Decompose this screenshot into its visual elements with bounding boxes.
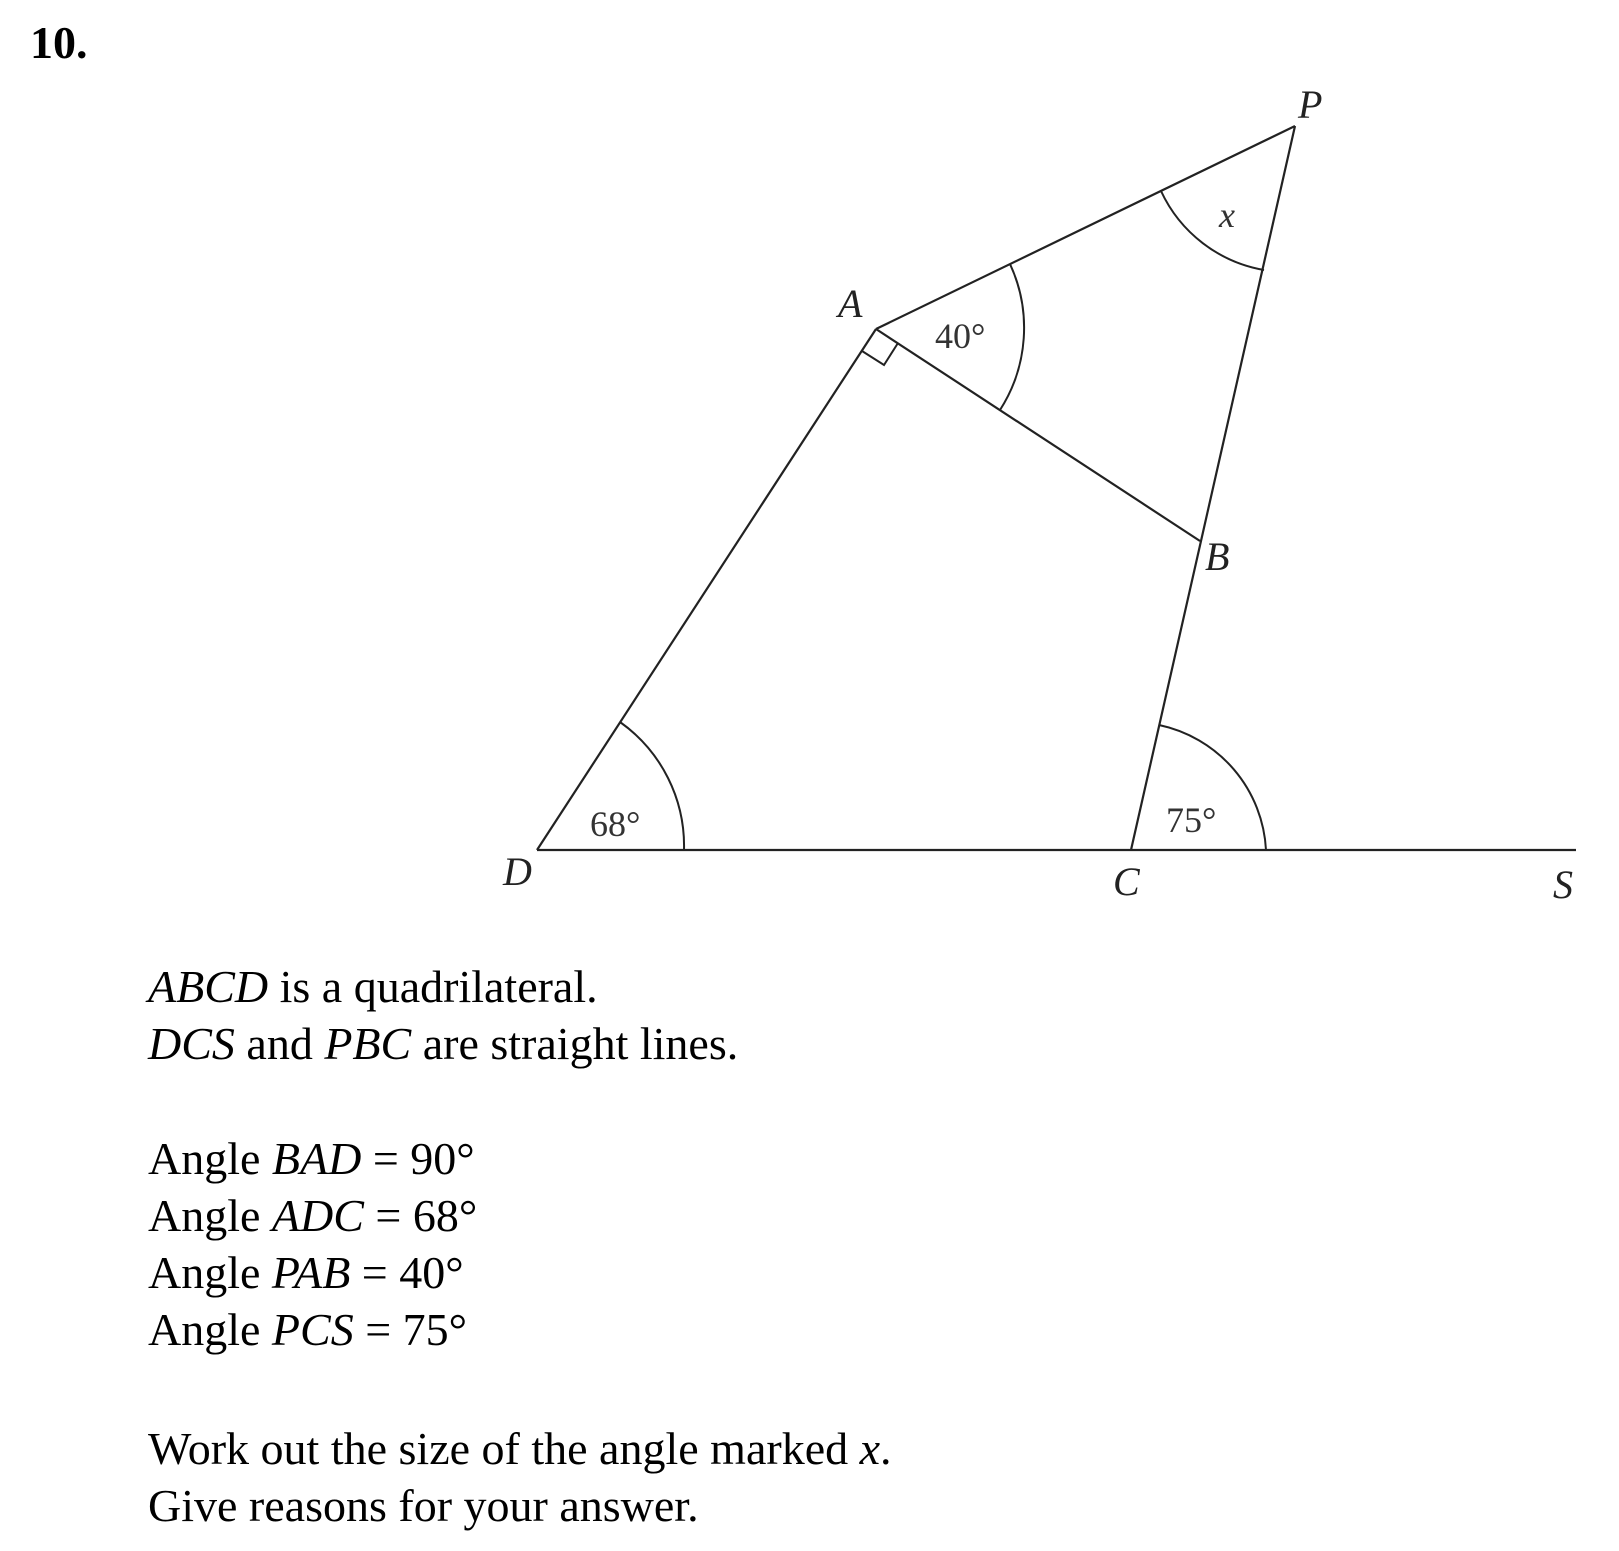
angle-name: ADC <box>271 1190 364 1241</box>
vertex-label-d: D <box>503 849 532 894</box>
angle-prefix: Angle <box>148 1133 272 1184</box>
vertex-label-b: B <box>1205 534 1230 579</box>
right-angle-marker <box>862 343 898 365</box>
statement-straight-lines <box>148 1015 738 1072</box>
text-pbc: PBC <box>324 1018 412 1069</box>
line-da <box>537 329 876 850</box>
angle-value: = 68° <box>363 1190 478 1241</box>
angle-value: = 40° <box>350 1247 464 1298</box>
text-and: and <box>234 1018 325 1069</box>
task-period: . <box>880 1423 892 1474</box>
angle-label-adc: 68° <box>590 804 641 844</box>
vertex-label-p: P <box>1298 82 1323 127</box>
angle-arc-p <box>1161 191 1264 270</box>
given-angle-row <box>148 1187 477 1244</box>
vertex-label-c: C <box>1113 859 1140 904</box>
task-instructions <box>148 1420 892 1534</box>
task-line-give-reasons: Give reasons for your answer. <box>148 1480 699 1531</box>
angle-prefix: Angle <box>148 1247 272 1298</box>
text-is-a-quadrilateral: is a quadrilateral. <box>268 961 598 1012</box>
angle-value: = 75° <box>353 1304 468 1355</box>
line-ab <box>876 329 1200 541</box>
given-angle-row <box>148 1244 477 1301</box>
angle-value: = 90° <box>361 1133 475 1184</box>
task-text: Work out the size of the angle marked <box>148 1423 860 1474</box>
text-dcs: DCS <box>148 1018 235 1069</box>
question-number: 10. <box>30 17 88 68</box>
vertex-label-a: A <box>838 281 863 326</box>
angle-prefix: Angle <box>148 1304 272 1355</box>
statement-quadrilateral <box>148 958 738 1015</box>
text-abcd: ABCD <box>148 961 269 1012</box>
angle-label-pab: 40° <box>935 316 986 356</box>
task-line-work-out <box>148 1420 892 1477</box>
given-angle-row <box>148 1301 477 1358</box>
angle-label-x: x <box>1219 195 1235 235</box>
angle-label-pcs: 75° <box>1166 800 1217 840</box>
line-pbc <box>1131 126 1295 850</box>
given-angles <box>148 1130 477 1358</box>
problem-statements <box>148 958 738 1072</box>
task-variable-x: x <box>859 1423 881 1474</box>
angle-name: BAD <box>271 1133 362 1184</box>
angle-arc-a <box>1000 264 1024 410</box>
angle-prefix: Angle <box>148 1190 272 1241</box>
text-are-straight-lines: are straight lines. <box>411 1018 739 1069</box>
given-angle-row <box>148 1130 477 1187</box>
vertex-label-s: S <box>1553 862 1573 907</box>
angle-name: PAB <box>271 1247 351 1298</box>
angle-name: PCS <box>271 1304 354 1355</box>
